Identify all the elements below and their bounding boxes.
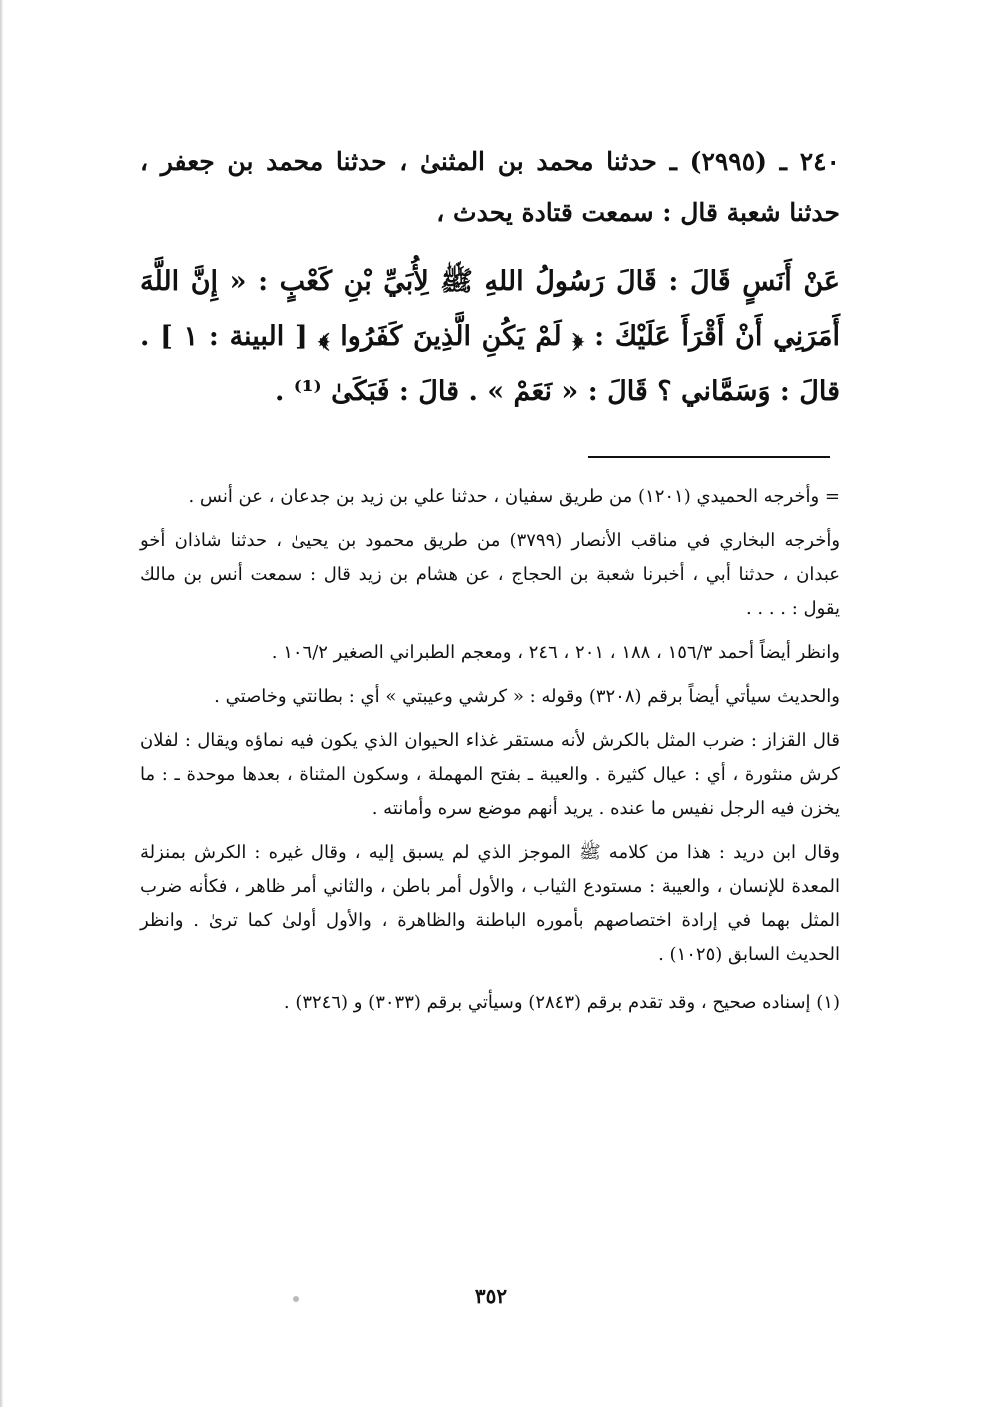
note-paragraph: والحديث سيأتي أيضاً برقم (٣٢٠٨) وقوله : « كرشي وعيبتي » أي : بطانتي وخاصتي . bbox=[214, 686, 840, 707]
note-paragraph: = وأخرجه الحميدي (١٢٠١) من طريق سفيان ، حدثنا علي بن زيد بن جدعان ، عن أنس . bbox=[188, 486, 840, 507]
page-number: ٣٥٢ bbox=[474, 1284, 508, 1308]
note-paragraph: وأخرجه البخاري في مناقب الأنصار (٣٧٩٩) من طريق محمود بن يحيىٰ ، حدثنا شاذان أخو عبدان ، حدثنا أبي ، أخبرنا شعبة بن الحجاج ، عن هشام بن زيد قال : سمعت أنس بن مالك يقول : . . . . bbox=[140, 530, 841, 619]
hadith-matn: عَنْ أَنَسٍ قَالَ : قَالَ رَسُولُ اللهِ ﷺ لِأُبَيِّ بْنِ كَعْبٍ : « إِنَّ اللَّهَ أَمَرَنِي أَنْ أَقْرَأَ عَلَيْكَ : ﴿ لَمْ يَكُنِ الَّذِينَ كَفَرُوا ﴾ [ البينة : ١ ] . قالَ : وَسَمَّاني ؟ قَالَ : « نَعَمْ » . قالَ : فَبَكَىٰ ⁽¹⁾ . bbox=[140, 266, 840, 407]
scan-edge bbox=[0, 0, 3, 1407]
hadith-isnad: ٢٤٠ ـ (٢٩٩٥) ـ حدثنا محمد بن المثنىٰ ، حدثنا محمد بن جعفر ، حدثنا شعبة قال : سمعت قتادة يحدث ، bbox=[140, 147, 840, 227]
commentary-notes bbox=[140, 480, 840, 1038]
footnote-divider bbox=[588, 456, 830, 458]
note-paragraph: وقال ابن دريد : هذا من كلامه ﷺ الموجز الذي لم يسبق إليه ، وقال غيره : الكرش بمنزلة المعدة للإنسان ، والعيبة : مستودع الثياب ، والأول أمر باطن ، والثاني أمر ظاهر ، فكأنه ضرب المثل بهما في إرادة اختصاصهم بأموره الباطنة والظاهرة ، والأول أولىٰ كما ترىٰ . وانظر الحديث السابق (١٠٢٥) . bbox=[140, 842, 840, 965]
note-paragraph: وانظر أيضاً أحمد ١٥٦/٣ ، ١٨٨ ، ٢٠١ ، ٢٤٦ ، ومعجم الطبراني الصغير ١٠٦/٢ . bbox=[271, 642, 840, 663]
scan-speck bbox=[293, 1296, 299, 1302]
footnote-1: (١) إسناده صحيح ، وقد تقدم برقم (٢٨٤٣) وسيأتي برقم (٣٠٣٣) و (٣٢٤٦) . bbox=[283, 992, 840, 1013]
note-paragraph: قال القزاز : ضرب المثل بالكرش لأنه مستقر غذاء الحيوان الذي يكون فيه نماؤه ويقال : لفلان كرش منثورة ، أي : عيال كثيرة . والعيبة ـ بفتح المهملة ، وسكون المثناة ، بعدها موحدة ـ : ما يخزن فيه الرجل نفيس ما عنده . يريد أنهم موضع سره وأمانته . bbox=[140, 730, 840, 819]
